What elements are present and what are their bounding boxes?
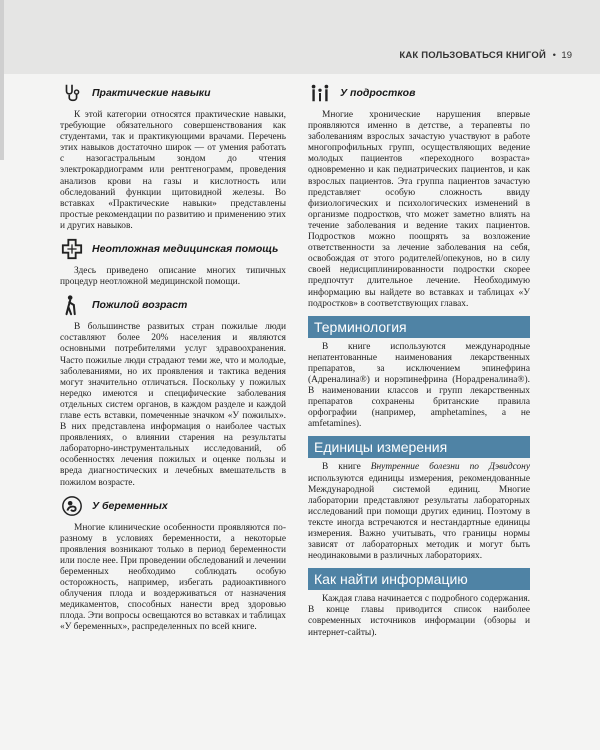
elderly-person-icon: [60, 293, 84, 317]
section-adolescents-head: [308, 80, 530, 106]
section-text: Многие хронические нарушения впервые проявляются именно в детстве, а терапевты по заболеваниям взрослых зачастую участвуют в работе многопрофильных групп, осуществляющих ведение молодых пациентов «переходного возраста» одновременно и как педиатрических пациентов, и как взрослых пациентов. Эта группа пациентов зачастую представляет особую сложность ввиду физиологических и психологических изменений в организме подростков, что может заметно влиять на течение заболевания и ведение таких пациентов. Подростков можно поощрять за возложение ответственности за лечение заболевания на себя, освобождая от этого родителей/опекунов, но в силу своей недисциплинированности подростки скорее предпочтут длительное лечение. Необходимую информацию вы найдете во вставках и таблицах «У подростков» в соответствующих главах.: [308, 110, 530, 309]
pregnancy-icon: [60, 494, 84, 518]
terminology-text: В книге используются международные непатентованные наименования лекарственных препаратов, за исключением эпинефрина (Адреналина®) и норэпинефрина (Норадреналина®). В наименовании классов и групп лекарственных препаратов сохранены британские правила орфографии (например, amphetamines, а не amfetamines).: [308, 341, 530, 430]
right-column: [308, 76, 530, 639]
units-text-before: В книге: [322, 462, 371, 473]
section-text: В большинстве развитых стран пожилые люди составляют более 20% населения и являются основными потребителями услуг здравоохранения. Часто пожилые люди страдают теми же, что и молодые, заболеваниями, но их проявления и тактика ведения могут значительно отличаться. Поскольку у пожилых нередко имеются и специфические заболевания отдельных систем органов, в каждом разделе и каждой главе есть вставки, помеченные значком «У пожилых». В них представлена информация о наиболее частых проявлениях, о влиянии старения на результаты лабораторно-инструментальных исследований, об особенностях лечения пожилых и оценке пользы и вреда диагностических и лечебных вмешательств в пожилом возрасте.: [60, 322, 286, 488]
left-column: [60, 76, 286, 634]
section-title: У беременных: [92, 499, 168, 512]
section-title: Пожилой возраст: [92, 299, 188, 312]
section-adolescents: [308, 80, 530, 310]
units-text: [308, 462, 530, 562]
section-elderly: [60, 292, 286, 488]
section-text: Здесь приведено описание многих типичных процедур неотложной медицинской помощи.: [60, 266, 286, 288]
section-pregnancy: [60, 493, 286, 634]
family-icon: [308, 81, 332, 105]
section-text: Многие клинические особенности проявляются по-разному в условиях беременности, а некоторые проявления возникают только в период беременности или после нее. При проведении обследований и лечении беременных необходимо соблюдать особую осторожность, например, избегать радиоактивного облучения плода и воздерживаться от назначения медикаментов, способных нанести вред здоровью плода. Эти вопросы освещаются во вставках и таблицах «У беременных», распределенных по всей книге.: [60, 522, 286, 633]
section-elderly-head: [60, 292, 286, 318]
section-title: Практические навыки: [92, 87, 211, 99]
running-header-title: КАК ПОЛЬЗОВАТЬСЯ КНИГОЙ: [399, 50, 546, 61]
page-number: 19: [561, 50, 572, 61]
section-practical-skills-head: [60, 80, 286, 106]
find-info-heading: Как найти информацию: [308, 568, 530, 590]
running-header-separator: •: [552, 50, 556, 61]
section-pregnancy-head: [60, 493, 286, 519]
section-text: К этой категории относятся практические навыки, требующие обязательного совершенствования как студентами, так и практикующими врачами. Перечень этих навыков достаточно широк — от умения работать с назогастральным зондом до чтения электрокардиограмм или рентгенограмм, проведения анализов крови на газы и кислотность или обследований функции щитовидной железы. Во вставках «Практические навыки» представлены простые рекомендации по развитию и применению этих и других навыков.: [60, 110, 286, 231]
section-emergency-care-head: [60, 236, 286, 262]
binding-strip: [0, 0, 4, 160]
find-info-text: Каждая глава начинается с подробного содержания. В конце главы приводится список наиболее современных источников информации (обзоры и интернет-сайты).: [308, 594, 530, 638]
terminology-heading: Терминология: [308, 316, 530, 338]
units-text-after: используются единицы измерения, рекомендованные Международной системой единиц. Многие лаборатории представляют результаты лабораторных исследований при помощи других единиц. Поэтому в тексте иногда встречаются и нестандартные единицы измерения. Важно учитывать, что границы нормы зависят от лабораторных методик и могут быть неодинаковыми в различных лабораториях.: [308, 473, 530, 562]
medical-cross-icon: [60, 237, 84, 261]
section-title: У подростков: [340, 87, 416, 99]
section-practical-skills: [60, 80, 286, 232]
section-title: Неотложная медицинская помощь: [92, 243, 279, 256]
book-title: Внутренние болезни по Дэвидсону: [370, 462, 530, 473]
running-header: [0, 0, 600, 74]
stethoscope-icon: [60, 81, 84, 105]
section-emergency-care: [60, 236, 286, 288]
units-heading: Единицы измерения: [308, 436, 530, 458]
